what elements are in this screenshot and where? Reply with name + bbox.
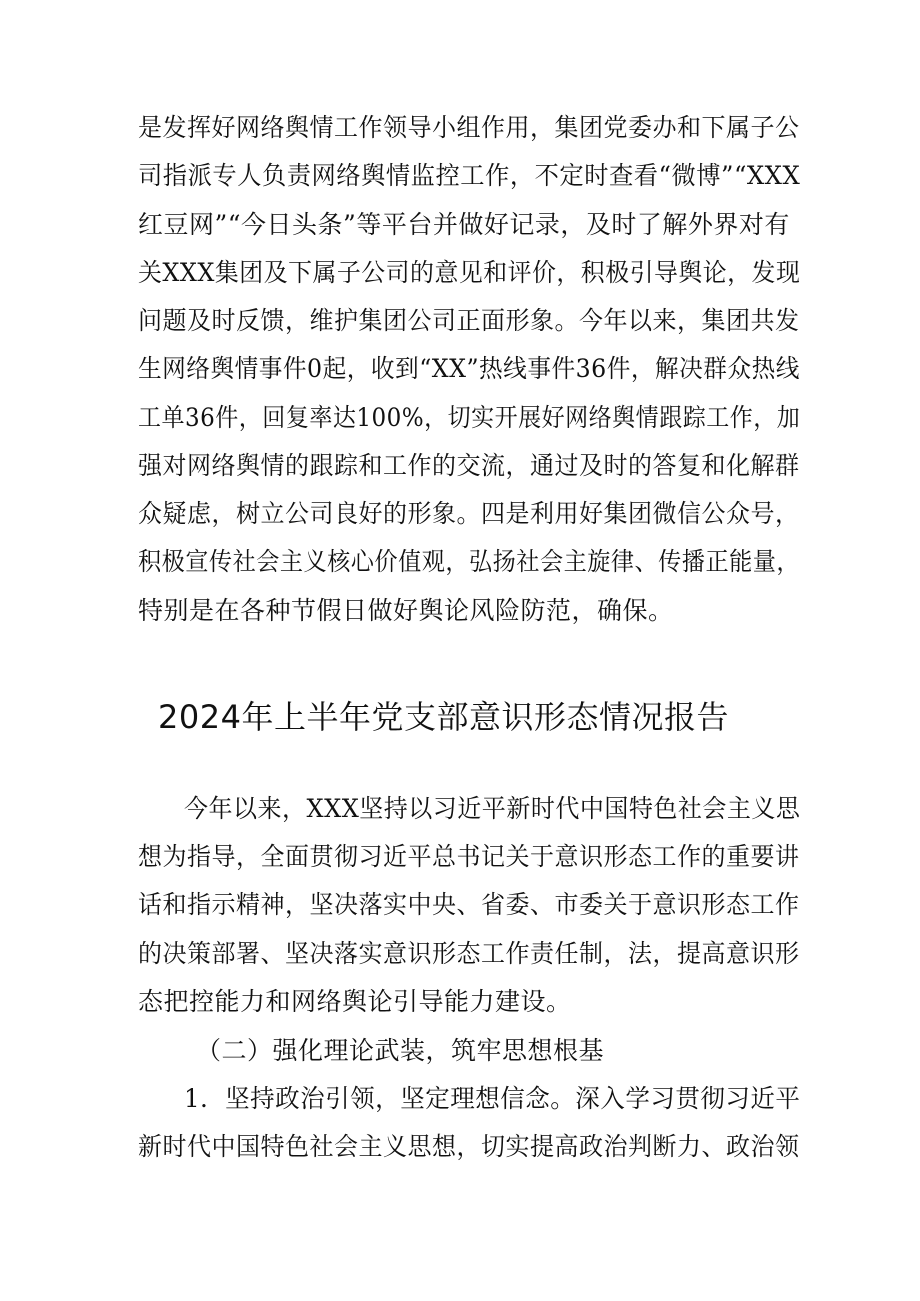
paragraph-1-line-7: 工单36件，回复率达100%，切实开展好网络舆情跟踪工作，加 xyxy=(138,403,801,432)
paragraph-2-line-4: 的决策部署、坚决落实意识形态工作责任制，法，提高意识形 xyxy=(138,939,800,968)
paragraph-1-line-10: 积极宣传社会主义核心价值观，弘扬社会主旋律、传播正能量， xyxy=(138,547,801,576)
paragraph-3-line-2: 新时代中国特色社会主义思想，切实提高政治判断力、政治领 xyxy=(138,1132,800,1161)
paragraph-1-line-4: 关XXX集团及下属子公司的意见和评价，积极引导舆论，发现 xyxy=(138,258,801,287)
paragraph-2-line-1: 今年以来，XXX坚持以习近平新时代中国特色社会主义思 xyxy=(184,794,801,823)
paragraph-2-line-3: 话和指示精神，坚决落实中央、省委、市委关于意识形态工作 xyxy=(138,890,800,919)
paragraph-1-line-8: 强对网络舆情的跟踪和工作的交流，通过及时的答复和化解群 xyxy=(138,451,800,480)
paragraph-1-line-5: 问题及时反馈，维护集团公司正面形象。今年以来，集团共发 xyxy=(138,306,800,335)
section-heading: （二）强化理论武装，筑牢思想根基 xyxy=(196,1036,605,1065)
paragraph-2-line-5: 态把控能力和网络舆论引导能力建设。 xyxy=(138,987,572,1016)
paragraph-1-line-6: 生网络舆情事件0起，收到“XX”热线事件36件，解决群众热线 xyxy=(138,354,800,383)
paragraph-1-line-3: 红豆网”“今日头条”等平台并做好记录，及时了解外界对有 xyxy=(138,210,790,239)
paragraph-1-line-1: 是发挥好网络舆情工作领导小组作用，集团党委办和下属子公 xyxy=(138,113,800,142)
paragraph-2-line-2: 想为指导，全面贯彻习近平总书记关于意识形态工作的重要讲 xyxy=(138,842,800,871)
paragraph-1-line-11: 特别是在各种节假日做好舆论风险防范，确保。 xyxy=(138,596,674,625)
paragraph-1-line-2: 司指派专人负责网络舆情监控工作，不定时查看“微博”“XXX xyxy=(138,161,801,190)
paragraph-3-line-1: 1．坚持政治引领，坚定理想信念。深入学习贯彻习近平 xyxy=(184,1084,801,1113)
report-title: 2024年上半年党支部意识形态情况报告 xyxy=(158,698,729,736)
paragraph-1-line-9: 众疑虑，树立公司良好的形象。四是利用好集团微信公众号， xyxy=(138,499,800,528)
